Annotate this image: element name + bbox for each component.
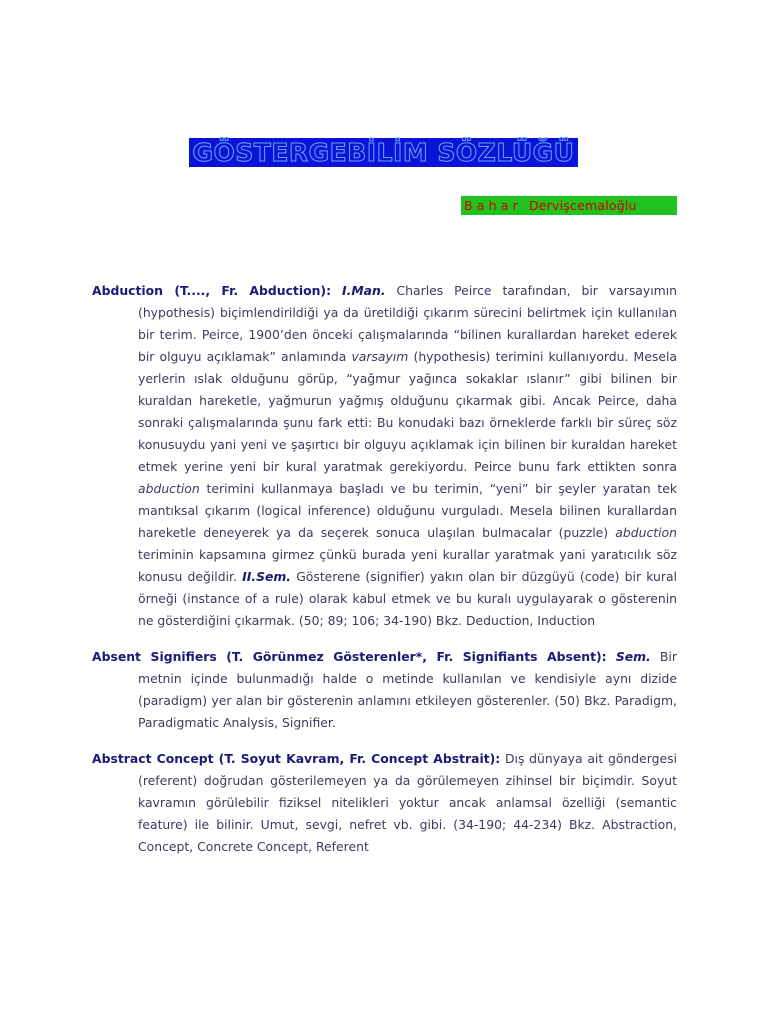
sense-domain: Sem.: [615, 649, 651, 664]
sense-number: II.: [242, 569, 257, 584]
entry-headword: Abduction (T...., Fr. Abduction):: [92, 283, 332, 298]
entry-text: terimini kullanmaya başladı ve bu terimin, “yeni” bir şeyler yaratan tek mantıksal çıkarım (logical inference) olduğunu vurguladı. Mesela bilinen kurallardan hareketle deneyerek ya da seçerek sonuca ulaşılan bulmacalar (puzzle): [138, 481, 677, 540]
sense-domain: Man.: [351, 283, 386, 298]
sense-marker: [342, 283, 386, 298]
entry-headword: Absent Signifiers (T. Görünmez Gösterenler*, Fr. Signifiants Absent):: [92, 649, 607, 664]
entry-italic-term: abduction: [615, 525, 677, 540]
entry-text: teriminin kapsamına girmez çünkü burada yeni kurallar yaratmak yani yaratıcılık söz konusu değildir.: [138, 547, 677, 584]
entry-text: Bir metnin içinde bulunmadığı halde o metinde kullanılan ve kendisiyle aynı dizide (paradigm) yer alan bir gösterenin anlamını etkileyen gösterenler. (50) Bkz. Paradigm, Paradigmatic Analysis, Signifier.: [138, 649, 677, 730]
page-title: GÖSTERGEBİLİM SÖZLÜĞÜ: [192, 138, 575, 167]
sense-number: I.: [342, 283, 352, 298]
entry-headword: Abstract Concept (T. Soyut Kavram, Fr. Concept Abstrait):: [92, 751, 501, 766]
entry-abstract-concept: [92, 748, 677, 858]
entry-text: Gösterene (signifier) yakın olan bir düzgüyü (code) bir kural örneği (instance of a rule) olarak kabul etmek ve bu kuralı uygulayarak o gösterenin ne gösterdiğini çıkarmak. (50; 89; 106; 34-190) Bkz. Deduction, Induction: [138, 569, 677, 628]
title-banner: [189, 138, 578, 167]
entry-text: Charles Peirce tarafından, bir varsayımın (hypothesis) biçimlendirildiği ya da üretildiği çıkarım sürecini belirtmek için kullanılan bir terim. Peirce, 1900’den önceki çalışmalarında “bilinen kurallardan hareket ederek bir olguyu açıklamak” anlamında: [138, 283, 678, 364]
author-banner: [461, 196, 677, 215]
entry-abduction: [92, 280, 677, 632]
author-surname: Dervişcemaloğlu: [528, 198, 637, 213]
entry-italic-term: varsayım: [351, 349, 409, 364]
sense-domain: Sem.: [256, 569, 292, 584]
entry-italic-term: abduction: [138, 481, 200, 496]
entry-absent-signifiers: [92, 646, 677, 734]
entry-text: Dış dünyaya ait göndergesi (referent) doğrudan gösterilemeyen ya da görülemeyen zihinsel bir biçimdir. Soyut kavramın görülebilir fiziksel nitelikleri yoktur ancak anlamsal özelliği (semantic feature) ile bilinir. Umut, sevgi, nefret vb. gibi. (34-190; 44-234) Bkz. Abstraction, Concept, Concrete Concept, Referent: [138, 751, 678, 854]
dictionary-entries: [92, 280, 677, 872]
entry-text: (hypothesis) terimini kullanıyordu. Mesela yerlerin ıslak olduğunu görüp, “yağmur yağınca sokaklar ıslanır” gibi bilinen bir kuraldan hareketle, yağmurun yağmış olduğunu çıkarmak gibi. Ancak Peirce, daha sonraki çalışmalarında şunu fark etti: Bu konudaki bazı örneklerde farklı bir süreç söz konusuydu yani yeni ve şaşırtıcı bir olguyu açıklamak için bilinen bir kuraldan hareket etmek yerine yeni bir kural yaratmak gerekiyordu. Peirce bunu fark ettikten sonra: [138, 349, 677, 474]
sense-marker: [242, 569, 291, 584]
author-given-name: Bahar: [464, 198, 522, 213]
